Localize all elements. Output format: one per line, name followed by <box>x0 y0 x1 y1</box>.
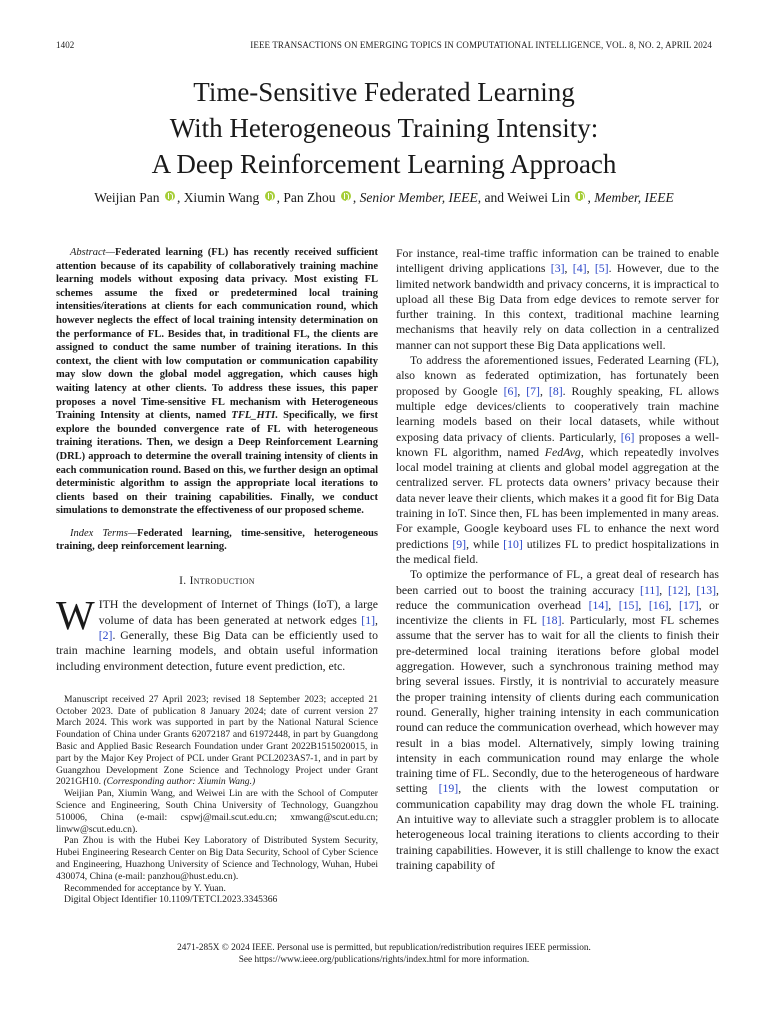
citation-link[interactable]: [5] <box>594 261 609 276</box>
footnote-affiliation: Weijian Pan, Xiumin Wang, and Weiwei Lin are with the School of Computer Science and Engineering, South China University of Technology, Guangzhou 510006, China (e-mail: cspwj@mail.scut.edu.cn; xmwang@scut.edu.cn; linww@scut.edu.cn). <box>56 788 378 835</box>
copyright-line: 2471-285X © 2024 IEEE. Personal use is permitted, but republication/redistribution requires IEEE permission. <box>177 943 591 953</box>
author-name: Weijian Pan <box>94 190 160 205</box>
author-list: Weijian Pan , Xiumin Wang , Pan Zhou , Senior Member, IEEE, and Weiwei Lin , Member, IEEE <box>94 190 674 205</box>
orcid-icon[interactable] <box>575 191 585 201</box>
citation-link[interactable]: [11] <box>640 582 660 597</box>
body-paragraph: For instance, real-time traffic information can be trained to enable intelligent driving applications [3], [4], [5]. However, due to the limited network bandwidth and privacy concerns, it is impractical to upload all these Big Data from edge devices to remote server for further training. In this context, traditional machine learning mechanisms that heavily rely on data collection in a centralized manner can not support these Big Data applications well. <box>396 246 720 352</box>
section-heading: I. Introduction <box>179 575 255 588</box>
citation-link[interactable]: [14] <box>588 597 609 612</box>
title-line: Time-Sensitive Federated Learning <box>193 77 575 107</box>
scheme-name: TFL_HTI <box>231 410 276 422</box>
citation-link[interactable]: [16] <box>648 597 669 612</box>
citation-link[interactable]: [3] <box>550 261 565 276</box>
citation-link[interactable]: [18] <box>541 613 562 628</box>
body-paragraph: To optimize the performance of FL, a great deal of research has been carried out to boost the training accuracy [11], [12], [13], reduce the communication overhead [14], [15], [16], [17], or incentivize the clients in FL [18]. Particularly, most FL schemes assume that the server has to wait for all the clients to finish their pre-determined local training iterations before global model aggregation. However, such a synchronous training method may bring several issues. Firstly, it is nontrivial to accurately measure the proper training intensity of clients during each communication round. Generally, higher training intensity in each communication round can reduce the communication overhead, which however may result in a bias model. Alternatively, simply lowing training intensity in each communication round may enlarge the whole training time of FL. Secondly, due to the heterogeneous of hardware setting [19], the clients with the lowest computation or communication capability may drag down the whole FL training. An intuitive way to alleviate such a straggler problem is to allocate heterogeneous local training iterations to clients according to their training capabilities. However, it is still challenge to know the exact training capability of <box>396 567 720 872</box>
citation-link[interactable]: [6] <box>503 383 518 398</box>
citation-link[interactable]: [8] <box>548 383 563 398</box>
citation-link[interactable]: [13] <box>696 582 717 597</box>
copyright-footer <box>40 943 728 966</box>
title-line: A Deep Reinforcement Learning Approach <box>151 149 617 179</box>
left-column <box>56 246 378 906</box>
body-paragraph: To address the aforementioned issues, Federated Learning (FL), also known as federated optimization, has fortunately been proposed by Google [6], [7], [8]. Roughly speaking, FL allows multiple edge devices/clients to cooperatively train machine learning models based on their local datasets, while without exposing data privacy of clients. Particularly, [6] proposes a well-known FL algorithm, named FedAvg, which repeatedly involves local model training at clients and global model aggregation at the centralized server. FL protects data owners’ privacy because their data never leave their clients, which makes it a good fit for Big Data training in IoT. Since then, FL has been implemented in many areas. For example, Google keyboard uses FL to enhance the next word predictions [9], while [10] utilizes FL to predict hospitalizations in the medical field. <box>396 353 720 566</box>
author-role: Senior Member, IEEE <box>359 190 478 205</box>
orcid-icon[interactable] <box>165 191 175 201</box>
algorithm-name: FedAvg <box>544 444 581 459</box>
footnotes <box>56 694 378 906</box>
citation-link[interactable]: [4] <box>572 261 587 276</box>
citation-link[interactable]: [12] <box>668 582 688 597</box>
author-name: Pan Zhou <box>283 190 336 205</box>
footnote-recommended: Recommended for acceptance by Y. Yuan. <box>64 882 226 894</box>
orcid-icon[interactable] <box>341 191 351 201</box>
citation-link[interactable]: [6] <box>620 429 635 444</box>
orcid-icon[interactable] <box>265 191 275 201</box>
author-name: Xiumin Wang <box>183 190 260 205</box>
citation-link[interactable]: [1] <box>361 612 376 627</box>
abstract: Abstract—Federated learning (FL) has recently received sufficient attention because of its capability of collaboratively training machine learning models without exposing data privacy. Most existing FL schemes assume the fixed or predetermined local training intensities/iterations at clients for each communication round, which however neglects the effect of local training intensity determination on the performance of FL. Besides that, in traditional FL, the clients are assigned to conduct the same number of training iterations. In this context, the client with low computation or communication capability may slow down the global model aggregation, which causes high waiting latency at other clients. To address these issues, this paper proposes a novel Time-sensitive FL mechanism with Heterogeneous Training Intensity at clients, named TFL_HTI. Specifically, we first explore the bounded convergence rate of FL with heterogeneous training iterations. Then, we design a Deep Reinforcement Learning (DRL) approach to determine the overall training intensity of clients in each communication round. Based on this, we further design an optimal deterministic algorithm to assign the appropriate local iterations to clients based on their training capabilities. Finally, we conduct simulations to demonstrate the effectiveness of our proposed scheme. <box>56 247 379 517</box>
citation-link[interactable]: [2] <box>98 627 113 642</box>
paper-title <box>40 74 728 182</box>
citation-link[interactable]: [17] <box>679 597 699 612</box>
title-line: With Heterogeneous Training Intensity: <box>169 113 599 143</box>
page-number: 1402 <box>56 40 75 50</box>
author-role: Member, IEEE <box>594 190 674 205</box>
citation-link[interactable]: [15] <box>618 597 639 612</box>
corresponding-author: (Corresponding author: Xiumin Wang.) <box>103 776 256 788</box>
running-header <box>56 40 712 54</box>
intro-paragraph: WITH the development of Internet of Things (IoT), a large volume of data has been generated at network edges [1], [2]. Generally, these Big Data can be efficiently used to train machine learning models, and obtain useful information including environment detection, future event prediction, etc. <box>56 592 378 673</box>
index-terms: Index Terms—Federated learning, time-sensitive, heterogeneous training, deep reinforcement learning. <box>56 527 379 553</box>
right-column <box>396 246 719 873</box>
author-name: Weiwei Lin <box>507 190 571 205</box>
journal-name: IEEE TRANSACTIONS ON EMERGING TOPICS IN COMPUTATIONAL INTELLIGENCE, VOL. 8, NO. 2, APRIL 2024 <box>250 40 712 50</box>
index-terms-label: Index Terms— <box>70 527 138 539</box>
citation-link[interactable]: [19] <box>438 781 459 796</box>
footnote-manuscript: Manuscript received 27 April 2023; revised 18 September 2023; accepted 21 October 2023. Date of publication 8 January 2024; date of current version 27 March 2024. This work was supported in part by the National Natural Science Foundation of China under Grants 62072187 and 61972448, in part by Guangdong Basic and Applied Basic Research Foundation under Grant 2022B1515020015, in part by the Major Key Project of PCL under Grant PCL2023AS7-1, and in part by Guangzhou Development Zone Science and Technology Project under Grant 2021GH10. (Corresponding author: Xiumin Wang.) <box>56 693 378 788</box>
citation-link[interactable]: [10] <box>503 536 523 551</box>
footnote-doi: Digital Object Identifier 10.1109/TETCI.2023.3345366 <box>64 894 278 906</box>
abstract-label: Abstract— <box>70 247 115 258</box>
citation-link[interactable]: [9] <box>452 536 467 551</box>
rights-line[interactable]: See https://www.ieee.org/publications/rights/index.html for more information. <box>238 954 530 965</box>
citation-link[interactable]: [7] <box>526 383 540 398</box>
author-conjunction: , and <box>477 190 508 205</box>
drop-cap: W <box>56 592 95 639</box>
footnote-affiliation: Pan Zhou is with the Hubei Key Laboratory of Distributed System Security, Hubei Engineering Research Center on Big Data Security, School of Cyber Science and Engineering, Huazhong University of Science and Technology, Wuhan, Hubei 430074, China (e-mail: panzhou@hust.edu.cn). <box>56 835 378 882</box>
